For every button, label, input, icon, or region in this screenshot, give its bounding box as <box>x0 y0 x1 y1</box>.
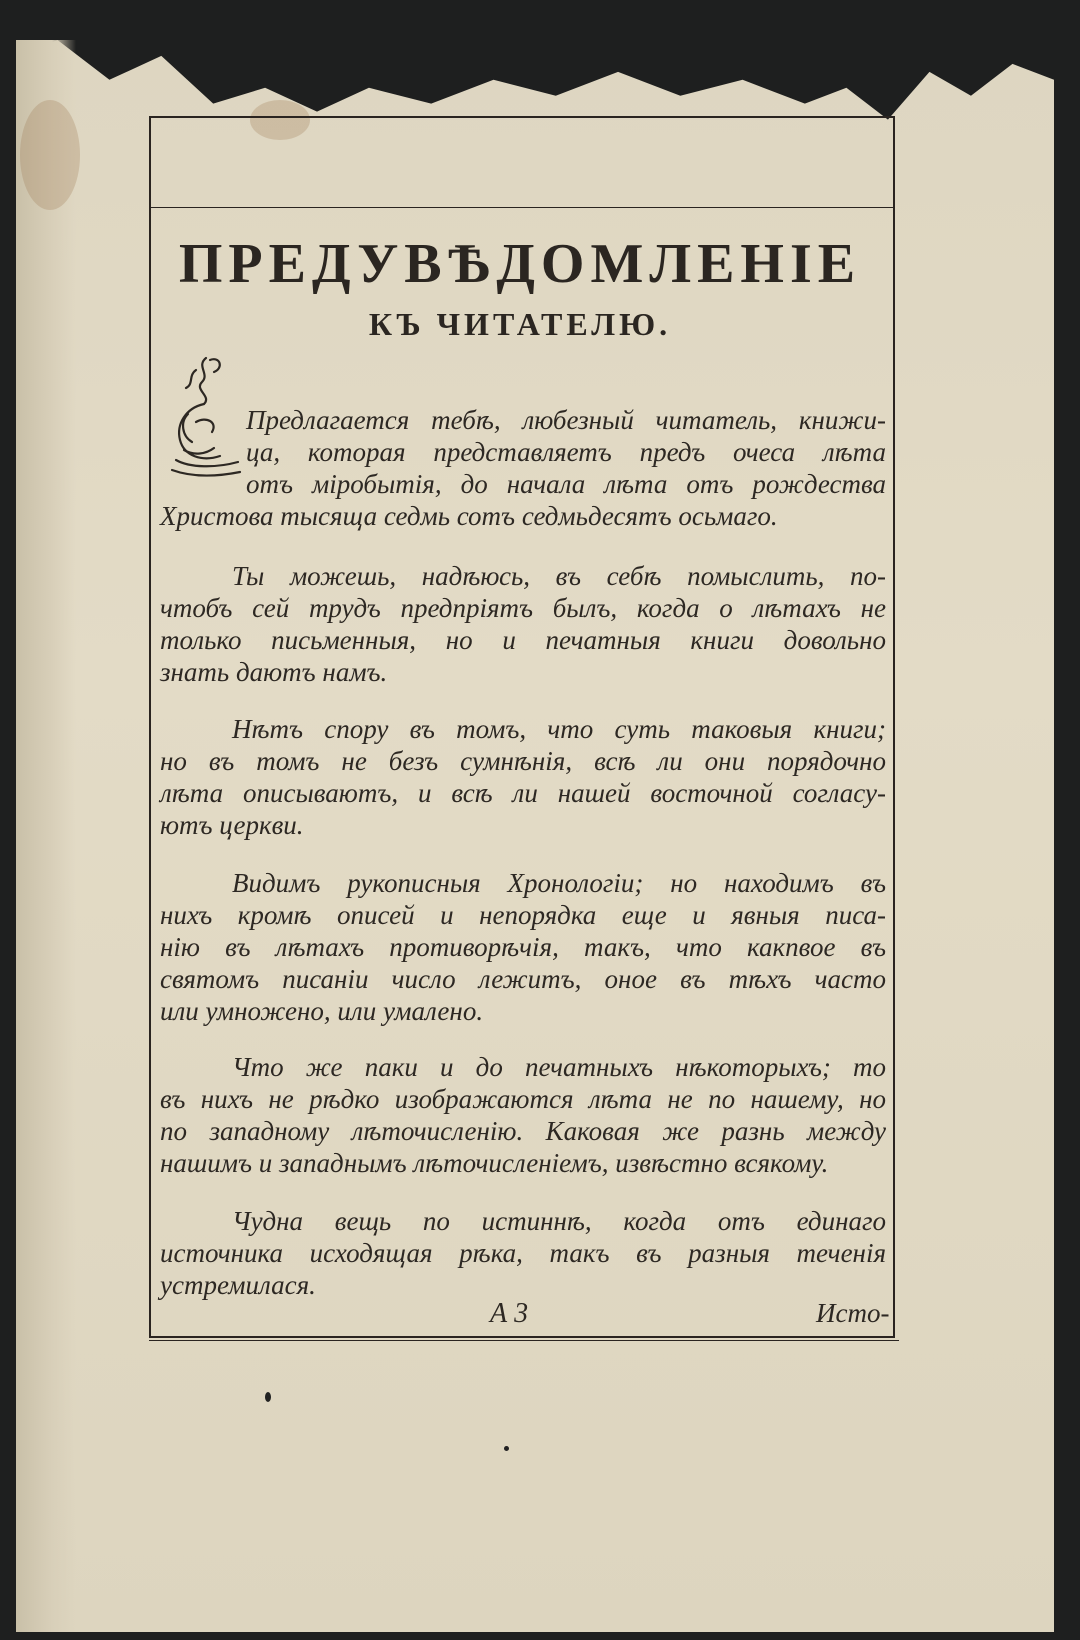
text-line: по западному лѣточисленію. Каковая же разнь между <box>160 1116 886 1146</box>
ink-speck <box>504 1446 509 1451</box>
footer-rule <box>149 1340 899 1341</box>
text-line: Видимъ рукописныя Хронологіи; но находимъ въ <box>232 868 886 898</box>
page-title: ПРЕДУВѢДОМЛЕНІЕ <box>178 233 862 295</box>
text-line: отъ міробытія, до начала лѣта отъ рождества <box>246 469 886 499</box>
text-line: Нѣтъ спору въ томъ, что суть таковыя книги; <box>232 714 886 744</box>
paragraph-3 <box>160 713 886 841</box>
text-line: нихъ кромѣ описей и непорядка еще и явныя писа- <box>160 900 886 930</box>
paragraph-4 <box>160 867 886 1027</box>
text-line: устремилася. <box>160 1270 316 1300</box>
text-line: только письменныя, но и печатныя книги довольно <box>160 625 886 655</box>
paragraph-2 <box>160 560 886 688</box>
text-line: нію въ лѣтахъ противорѣчія, такъ, что какпвое въ <box>160 932 886 962</box>
text-line: въ нихъ не рѣдко изображаются лѣта не по нашему, но <box>160 1084 886 1114</box>
text-line: или умножено, или умалено. <box>160 996 484 1026</box>
text-line: знать даютъ намъ. <box>160 657 388 687</box>
text-line: нашимъ и западнымъ лѣточисленіемъ, извѣстно всякому. <box>160 1148 829 1178</box>
text-line: но въ томъ не безъ сумнѣнія, всѣ ли они порядочно <box>160 746 886 776</box>
text-line: святомъ писаніи число лежитъ, оное въ тѣхъ часто <box>160 964 886 994</box>
page-subtitle: КЪ ЧИТАТЕЛЮ. <box>368 306 672 342</box>
header-rule <box>149 207 895 208</box>
text-line: ца, которая представляетъ предъ очеса лѣта <box>246 437 886 467</box>
signature-mark: А 3 <box>490 1298 529 1329</box>
text-line: ютъ церкви. <box>160 810 304 840</box>
text-line: Предлагается тебѣ, любезный читатель, книжи- <box>246 405 886 435</box>
page-binding-shadow <box>16 40 76 1632</box>
text-line: лѣта описываютъ, и всѣ ли нашей восточной согласу- <box>160 778 886 808</box>
text-line: чтобъ сей трудъ предпріятъ былъ, когда о лѣтахъ не <box>160 593 886 623</box>
text-line: источника исходящая рѣка, такъ въ разныя теченія <box>160 1238 886 1268</box>
catchword: Исто- <box>816 1298 890 1328</box>
text-line: Христова тысяща седмь сотъ седмьдесятъ осьмаго. <box>160 501 778 531</box>
ink-speck <box>265 1392 271 1402</box>
page-stain <box>20 100 80 210</box>
text-line: Что же паки и до печатныхъ нѣкоторыхъ; то <box>232 1052 886 1082</box>
text-line: Чудна вещь по истиннѣ, когда отъ единаго <box>232 1206 886 1236</box>
text-line: Ты можешь, надѣюсь, въ себѣ помыслить, по- <box>232 561 886 591</box>
paragraph-6 <box>160 1205 886 1301</box>
paragraph-5 <box>160 1051 886 1179</box>
paragraph-1 <box>160 404 886 532</box>
